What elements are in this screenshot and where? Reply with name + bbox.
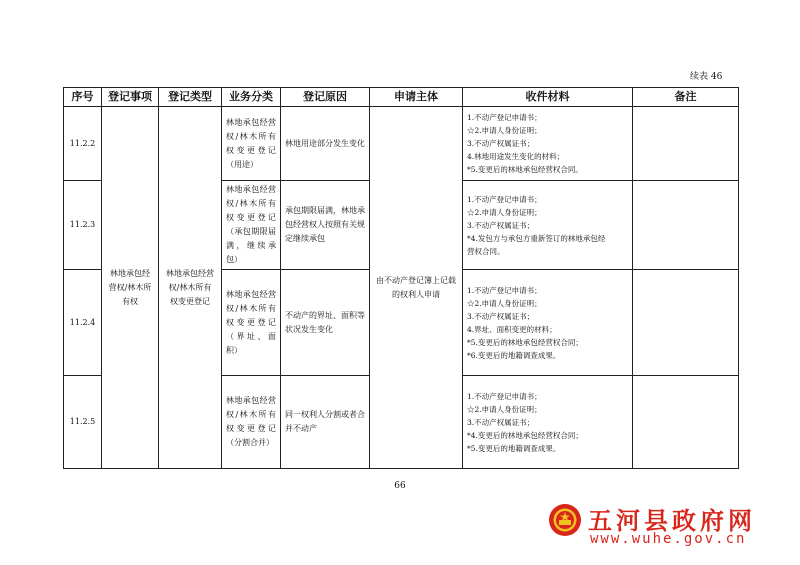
material-item: 3.不动产权属证书； xyxy=(467,139,535,148)
row-note xyxy=(633,376,739,469)
header-item: 登记事项 xyxy=(102,88,159,107)
row-reason: 不动产的界址、面积等状况发生变化 xyxy=(281,270,370,376)
row-category: 林地承包经营权/林木所有权变更登记（界址、面积） xyxy=(222,270,281,376)
site-url[interactable]: www.wuhe.gov.cn xyxy=(590,531,747,547)
header-seq: 序号 xyxy=(64,88,102,107)
material-item: *5.变更后的林地承包经营权合同。 xyxy=(467,165,583,174)
registration-type-cell: 林地承包经营权/林木所有权变更登记 xyxy=(159,107,222,469)
header-type: 登记类型 xyxy=(159,88,222,107)
material-item: 1.不动产登记申请书； xyxy=(467,285,542,295)
header-note: 备注 xyxy=(633,88,739,107)
page-number: 66 xyxy=(394,481,406,491)
material-item: *4.变更后的林地承包经营权合同； xyxy=(467,430,583,440)
row-reason: 承包期限届满，林地承包经营权人按照有关规定继续承包 xyxy=(281,181,370,270)
row-materials xyxy=(463,107,633,181)
material-item: 营权合同。 xyxy=(467,246,505,256)
material-item: 3.不动产权属证书； xyxy=(467,220,535,230)
material-item: 3.不动产权属证书； xyxy=(467,417,535,427)
material-item: 1.不动产登记申请书； xyxy=(467,391,542,401)
row-seq: 11.2.4 xyxy=(64,270,102,376)
continued-label: 续表 46 xyxy=(690,72,723,82)
row-note xyxy=(633,181,739,270)
material-item: ☆2.申请人身份证明； xyxy=(467,298,542,308)
row-category: 林地承包经营权/林木所有权变更登记（用途） xyxy=(222,107,281,181)
header-materials: 收件材料 xyxy=(463,88,633,107)
material-item: 4.林地用途发生变化的材料； xyxy=(467,152,565,161)
row-seq: 11.2.5 xyxy=(64,376,102,469)
header-category: 业务分类 xyxy=(222,88,281,107)
material-item: ☆2.申请人身份证明； xyxy=(467,207,542,217)
row-materials xyxy=(463,376,633,469)
material-item: *6.变更后的地籍调查成果。 xyxy=(467,350,561,360)
header-reason: 登记原因 xyxy=(281,88,370,107)
row-reason: 同一权利人分割或者合并不动产 xyxy=(281,376,370,469)
row-reason: 林地用途部分发生变化 xyxy=(281,107,370,181)
row-note xyxy=(633,107,739,181)
material-item: 3.不动产权属证书； xyxy=(467,311,535,321)
applicant-cell: 由不动产登记簿上记载的权利人申请 xyxy=(370,107,463,469)
site-name: 五河县政府网 xyxy=(588,507,756,535)
material-item: *5.变更后的林地承包经营权合同； xyxy=(467,337,583,347)
row-materials xyxy=(463,181,633,270)
table-row xyxy=(64,107,739,181)
header-applicant: 申请主体 xyxy=(370,88,463,107)
row-seq: 11.2.2 xyxy=(64,107,102,181)
emblem-icon xyxy=(548,503,582,537)
material-item: 1.不动产登记申请书； xyxy=(467,194,542,204)
material-item: ☆2.申请人身份证明； xyxy=(467,126,542,135)
registration-item-cell: 林地承包经营权/林木所有权 xyxy=(102,107,159,469)
row-seq: 11.2.3 xyxy=(64,181,102,270)
row-note xyxy=(633,270,739,376)
material-item: 4.界址、面积变更的材料； xyxy=(467,324,557,334)
row-category: 林地承包经营权/林木所有权变更登记（分割合并） xyxy=(222,376,281,469)
registration-table xyxy=(63,87,739,469)
row-materials xyxy=(463,270,633,376)
material-item: 1.不动产登记申请书； xyxy=(467,113,542,122)
row-category: 林地承包经营权/林木所有权变更登记（承包期限届满，继续承包） xyxy=(222,181,281,270)
material-item: *4.发包方与承包方重新签订的林地承包经 xyxy=(467,233,606,243)
material-item: ☆2.申请人身份证明； xyxy=(467,404,542,414)
header-row xyxy=(64,88,739,107)
material-item: *5.变更后的地籍调查成果。 xyxy=(467,443,561,453)
